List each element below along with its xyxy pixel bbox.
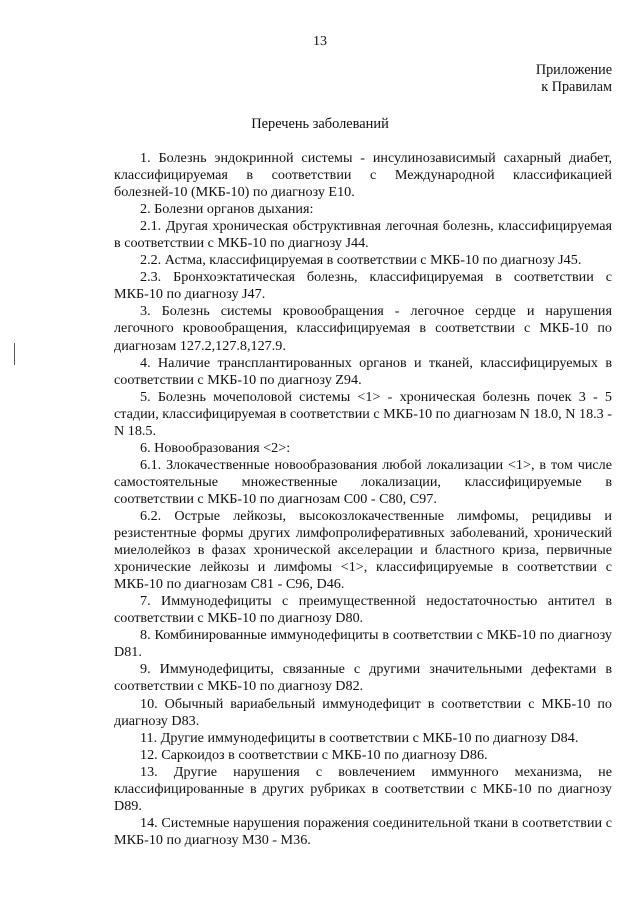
paragraph-1: 1. Болезнь эндокринной системы - инсулинозависимый сахарный диабет, классифицируемая в соответствии с Международной классификацией болезней-10 (МКБ-10) по диагнозу Е10. [114, 150, 612, 201]
paragraph-2-3: 2.3. Бронхоэктатическая болезнь, классифицируемая в соответствии с МКБ-10 по диагнозу J47. [114, 269, 612, 303]
paragraph-12: 12. Саркоидоз в соответствии с МКБ-10 по диагнозу D86. [140, 746, 488, 763]
paragraph-2: 2. Болезни органов дыхания: [140, 201, 314, 218]
paragraph-9: 9. Иммунодефициты, связанные с другими значительными дефектами в соответствии с МКБ-10 по диагнозу D82. [114, 661, 612, 695]
paragraph-5: 5. Болезнь мочеполовой системы <1> - хроническая болезнь почек 3 - 5 стадии, классифицируемая в соответствии с МКБ-10 по диагнозам N 18.0, N 18.3 - N 18.5. [114, 388, 612, 439]
scan-margin-mark [14, 343, 15, 365]
paragraph-2-2: 2.2. Астма, классифицируемая в соответствии с МКБ-10 по диагнозу J45. [140, 252, 582, 269]
appendix-heading [536, 62, 612, 96]
disease-list [114, 150, 612, 849]
paragraph-7: 7. Иммунодефициты с преимущественной недостаточностью антител в соответствии с МКБ-10 по диагнозу D80. [114, 593, 612, 627]
paragraph-11: 11. Другие иммунодефициты в соответствии с МКБ-10 по диагнозу D84. [140, 729, 579, 746]
paragraph-6: 6. Новообразования <2>: [140, 439, 291, 456]
paragraph-6-2: 6.2. Острые лейкозы, высокозлокачественные лимфомы, рецидивы и резистентные формы других лимфопролиферативных заболеваний, хронический миелолейкоз в фазах хронической акселерации и бластного криза, первичные хронические лейкозы и лимфомы <1>, классифицируемые в соответствии с МКБ-10 по диагнозам С81 - С96, D46. [114, 507, 612, 593]
appendix-line-2: к Правилам [541, 79, 612, 95]
paragraph-2-1: 2.1. Другая хроническая обструктивная легочная болезнь, классифицируемая в соответствии с МКБ-10 по диагнозу J44. [114, 218, 612, 252]
paragraph-13: 13. Другие нарушения с вовлечением иммунного механизма, не классифицированные в других рубриках в соответствии с МКБ-10 по диагнозу D89. [114, 763, 612, 814]
paragraph-6-1: 6.1. Злокачественные новообразования любой локализации <1>, в том числе самостоятельные множественные локализации, классифицируемые в соответствии с МКБ-10 по диагнозам С00 - С80, С97. [114, 456, 612, 507]
page-number: 13 [313, 34, 327, 49]
paragraph-10: 10. Обычный вариабельный иммунодефицит в соответствии с МКБ-10 по диагнозу D83. [114, 695, 612, 729]
paragraph-14: 14. Системные нарушения поражения соединительной ткани в соответствии с МКБ-10 по диагнозу М30 - М36. [114, 814, 612, 848]
document-title: Перечень заболеваний [251, 116, 389, 132]
paragraph-8: 8. Комбинированные иммунодефициты в соответствии с МКБ-10 по диагнозу D81. [114, 627, 612, 661]
paragraph-4: 4. Наличие трансплантированных органов и тканей, классифицируемых в соответствии с МКБ-10 по диагнозу Z94. [114, 354, 612, 388]
appendix-line-1: Приложение [535, 62, 612, 78]
paragraph-3: 3. Болезнь системы кровообращения - легочное сердце и нарушения легочного кровообращения, классифицируемая в соответствии с МКБ-10 по диагнозам 127.2,127.8,127.9. [114, 303, 612, 354]
